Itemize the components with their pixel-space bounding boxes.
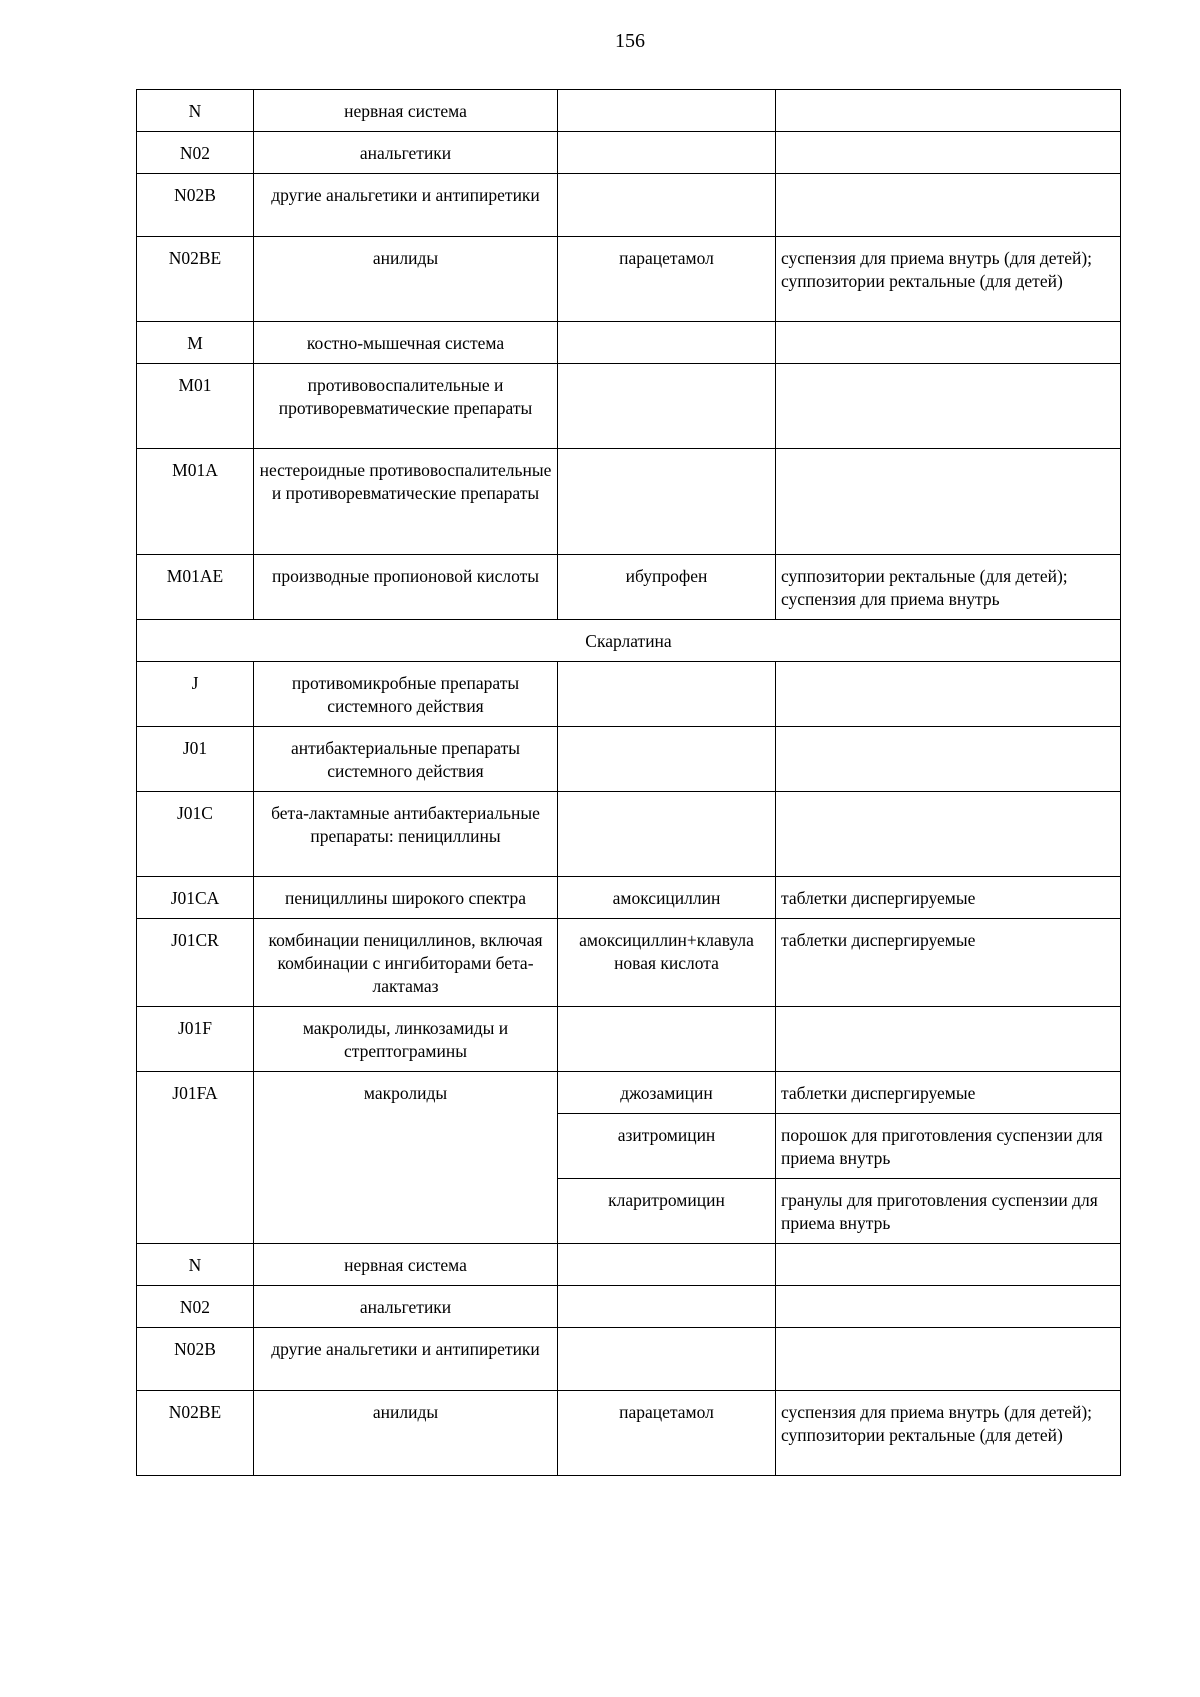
dosage-form-cell bbox=[776, 322, 1121, 364]
group-name-cell: комбинации пенициллинов, включая комбинации с ингибиторами бета-лактамаз bbox=[254, 919, 558, 1007]
drug-name-cell bbox=[558, 174, 776, 237]
group-name-cell: макролиды, линкозамиды и стрептограмины bbox=[254, 1007, 558, 1072]
drug-name-cell bbox=[558, 1244, 776, 1286]
atc-code-cell: N02 bbox=[137, 132, 254, 174]
drug-table bbox=[136, 89, 1121, 1476]
atc-code-cell: J01C bbox=[137, 792, 254, 877]
group-name-cell: нервная система bbox=[254, 1244, 558, 1286]
dosage-form-cell bbox=[776, 727, 1121, 792]
group-name-cell: анальгетики bbox=[254, 1286, 558, 1328]
atc-code-cell: M01AE bbox=[137, 555, 254, 620]
drug-name-cell bbox=[558, 364, 776, 449]
group-name-cell: производные пропионовой кислоты bbox=[254, 555, 558, 620]
atc-code-cell: M01 bbox=[137, 364, 254, 449]
table-row bbox=[137, 555, 1121, 620]
drug-name-cell bbox=[558, 90, 776, 132]
dosage-form-cell: таблетки диспергируемые bbox=[776, 919, 1121, 1007]
atc-code-cell: N bbox=[137, 1244, 254, 1286]
drug-name-cell: ибупрофен bbox=[558, 555, 776, 620]
group-name-cell: пенициллины широкого спектра bbox=[254, 877, 558, 919]
drug-name-cell: амоксициллин bbox=[558, 877, 776, 919]
drug-name-cell: азитромицин bbox=[558, 1114, 776, 1179]
group-name-cell: макролиды bbox=[254, 1072, 558, 1244]
table-row bbox=[137, 919, 1121, 1007]
atc-code-cell: M01A bbox=[137, 449, 254, 555]
group-name-cell: другие анальгетики и антипиретики bbox=[254, 174, 558, 237]
drug-name-cell bbox=[558, 792, 776, 877]
table-row bbox=[137, 237, 1121, 322]
section-heading-row bbox=[137, 620, 1121, 662]
dosage-form-cell: суспензия для приема внутрь (для детей); суппозитории ректальные (для детей) bbox=[776, 237, 1121, 322]
table-row bbox=[137, 1072, 1121, 1114]
dosage-form-cell bbox=[776, 792, 1121, 877]
group-name-cell: противомикробные препараты системного действия bbox=[254, 662, 558, 727]
atc-code-cell: J bbox=[137, 662, 254, 727]
group-name-cell: нестероидные противовоспалительные и противоревматические препараты bbox=[254, 449, 558, 555]
table-row bbox=[137, 1328, 1121, 1391]
atc-code-cell: J01CR bbox=[137, 919, 254, 1007]
table-row bbox=[137, 90, 1121, 132]
dosage-form-cell bbox=[776, 364, 1121, 449]
group-name-cell: нервная система bbox=[254, 90, 558, 132]
group-name-cell: анальгетики bbox=[254, 132, 558, 174]
table-row bbox=[137, 364, 1121, 449]
group-name-cell: бета-лактамные антибактериальные препараты: пенициллины bbox=[254, 792, 558, 877]
table-row bbox=[137, 1286, 1121, 1328]
drug-name-cell: кларитромицин bbox=[558, 1179, 776, 1244]
table-row bbox=[137, 1391, 1121, 1476]
table-row bbox=[137, 1244, 1121, 1286]
atc-code-cell: J01F bbox=[137, 1007, 254, 1072]
table-row bbox=[137, 792, 1121, 877]
atc-code-cell: N02B bbox=[137, 1328, 254, 1391]
dosage-form-cell: порошок для приготовления суспензии для приема внутрь bbox=[776, 1114, 1121, 1179]
dosage-form-cell: суспензия для приема внутрь (для детей); суппозитории ректальные (для детей) bbox=[776, 1391, 1121, 1476]
table-row bbox=[137, 1007, 1121, 1072]
dosage-form-cell: таблетки диспергируемые bbox=[776, 1072, 1121, 1114]
group-name-cell: другие анальгетики и антипиретики bbox=[254, 1328, 558, 1391]
dosage-form-cell bbox=[776, 1286, 1121, 1328]
section-title: Скарлатина bbox=[137, 620, 1121, 662]
atc-code-cell: N02BE bbox=[137, 237, 254, 322]
atc-code-cell: N bbox=[137, 90, 254, 132]
drug-name-cell bbox=[558, 727, 776, 792]
group-name-cell: противовоспалительные и противоревматические препараты bbox=[254, 364, 558, 449]
group-name-cell: антибактериальные препараты системного действия bbox=[254, 727, 558, 792]
drug-name-cell bbox=[558, 1328, 776, 1391]
dosage-form-cell bbox=[776, 1244, 1121, 1286]
drug-name-cell bbox=[558, 449, 776, 555]
table-row bbox=[137, 174, 1121, 237]
group-name-cell: костно-мышечная система bbox=[254, 322, 558, 364]
drug-name-cell bbox=[558, 1007, 776, 1072]
atc-code-cell: N02 bbox=[137, 1286, 254, 1328]
drug-name-cell bbox=[558, 322, 776, 364]
table-row bbox=[137, 662, 1121, 727]
drug-name-cell: амоксициллин+клавула новая кислота bbox=[558, 919, 776, 1007]
group-name-cell: анилиды bbox=[254, 237, 558, 322]
atc-code-cell: N02B bbox=[137, 174, 254, 237]
dosage-form-cell bbox=[776, 1328, 1121, 1391]
dosage-form-cell bbox=[776, 174, 1121, 237]
atc-code-cell: J01FA bbox=[137, 1072, 254, 1244]
page-number: 156 bbox=[615, 30, 645, 52]
drug-name-cell bbox=[558, 662, 776, 727]
table-row bbox=[137, 132, 1121, 174]
dosage-form-cell bbox=[776, 449, 1121, 555]
drug-name-cell: джозамицин bbox=[558, 1072, 776, 1114]
dosage-form-cell: суппозитории ректальные (для детей); суспензия для приема внутрь bbox=[776, 555, 1121, 620]
atc-code-cell: M bbox=[137, 322, 254, 364]
dosage-form-cell bbox=[776, 90, 1121, 132]
dosage-form-cell bbox=[776, 662, 1121, 727]
table-row bbox=[137, 449, 1121, 555]
drug-name-cell bbox=[558, 132, 776, 174]
drug-name-cell: парацетамол bbox=[558, 1391, 776, 1476]
drug-name-cell: парацетамол bbox=[558, 237, 776, 322]
drug-name-cell bbox=[558, 1286, 776, 1328]
table-row bbox=[137, 877, 1121, 919]
table-row bbox=[137, 727, 1121, 792]
table-row bbox=[137, 322, 1121, 364]
dosage-form-cell: таблетки диспергируемые bbox=[776, 877, 1121, 919]
atc-code-cell: J01 bbox=[137, 727, 254, 792]
atc-code-cell: N02BE bbox=[137, 1391, 254, 1476]
group-name-cell: анилиды bbox=[254, 1391, 558, 1476]
dosage-form-cell bbox=[776, 1007, 1121, 1072]
dosage-form-cell bbox=[776, 132, 1121, 174]
atc-code-cell: J01CA bbox=[137, 877, 254, 919]
dosage-form-cell: гранулы для приготовления суспензии для приема внутрь bbox=[776, 1179, 1121, 1244]
